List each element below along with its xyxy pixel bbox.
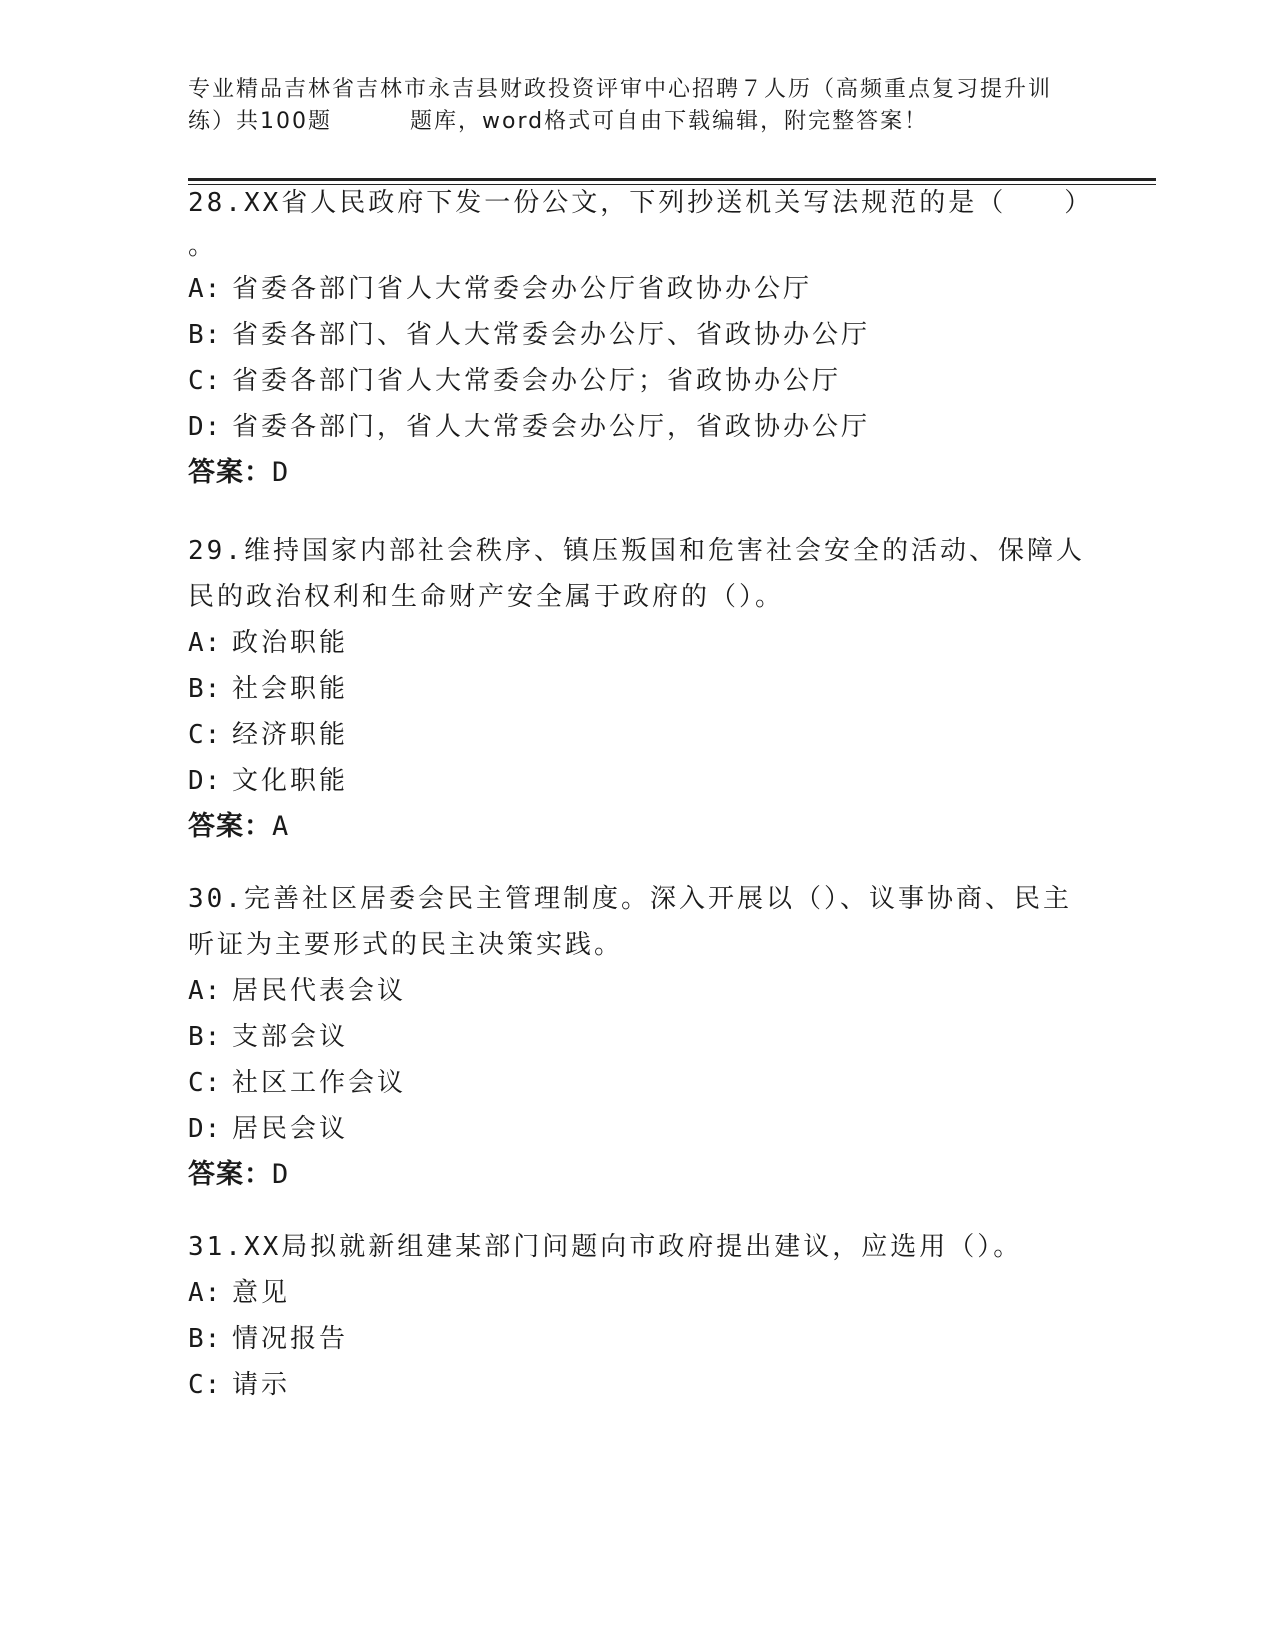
option-c bbox=[188, 1060, 1088, 1106]
option-letter: A: bbox=[188, 274, 222, 304]
option-text: 请示 bbox=[232, 1370, 291, 1400]
option-letter: C: bbox=[188, 1370, 222, 1400]
option-letter: A: bbox=[188, 628, 222, 658]
option-letter: C: bbox=[188, 720, 222, 750]
option-a bbox=[188, 620, 1088, 666]
question-30 bbox=[188, 876, 1088, 1198]
question-stem bbox=[188, 528, 1088, 620]
option-b bbox=[188, 666, 1088, 712]
option-text: 经济职能 bbox=[232, 720, 349, 750]
question-stem-line-2: 。 bbox=[188, 231, 218, 261]
option-text: 文化职能 bbox=[232, 766, 349, 796]
option-letter: C: bbox=[188, 1068, 222, 1098]
answer-value: D bbox=[272, 1159, 290, 1190]
question-stem bbox=[188, 180, 1094, 266]
answer-line bbox=[188, 804, 1088, 850]
option-d bbox=[188, 758, 1088, 804]
question-stem-line-1: 29.维持国家内部社会秩序、镇压叛国和危害社会安全的活动、保障人 bbox=[188, 536, 1085, 566]
header-line-2-part-a: 练）共100题 bbox=[188, 109, 332, 134]
option-text: 省委各部门、省人大常委会办公厅、省政协办公厅 bbox=[232, 320, 871, 350]
answer-value: D bbox=[272, 457, 290, 488]
option-letter: C: bbox=[188, 366, 222, 396]
option-b bbox=[188, 1014, 1088, 1060]
question-stem bbox=[188, 876, 1088, 968]
option-letter: D: bbox=[188, 766, 222, 796]
option-text: 社会职能 bbox=[232, 674, 349, 704]
answer-value: A bbox=[272, 811, 290, 842]
question-stem-line-1: 28.XX省人民政府下发一份公文，下列抄送机关写法规范的是（ ） bbox=[188, 188, 1094, 218]
option-text: 省委各部门省人大常委会办公厅；省政协办公厅 bbox=[232, 366, 842, 396]
question-stem-line-1: 30.完善社区居委会民主管理制度。深入开展以（）、议事协商、民主 bbox=[188, 884, 1072, 914]
option-text: 情况报告 bbox=[232, 1324, 349, 1354]
answer-line bbox=[188, 1152, 1088, 1198]
option-letter: B: bbox=[188, 1022, 222, 1052]
question-31 bbox=[188, 1224, 1088, 1408]
answer-label: 答案： bbox=[188, 457, 272, 488]
option-d bbox=[188, 404, 1088, 450]
question-stem-line-2: 听证为主要形式的民主决策实践。 bbox=[188, 930, 624, 960]
answer-label: 答案： bbox=[188, 1159, 272, 1190]
option-b bbox=[188, 312, 1088, 358]
option-letter: B: bbox=[188, 320, 222, 350]
question-stem-line-1: 31.XX局拟就新组建某部门问题向市政府提出建议，应选用（）。 bbox=[188, 1232, 1023, 1262]
question-28 bbox=[188, 180, 1094, 496]
option-c bbox=[188, 358, 1088, 404]
option-letter: D: bbox=[188, 1114, 222, 1144]
header-line-2-part-b: 题库，word格式可自由下载编辑，附完整答案！ bbox=[410, 109, 929, 134]
document-header bbox=[188, 74, 1088, 138]
option-d bbox=[188, 1106, 1088, 1152]
answer-label: 答案： bbox=[188, 811, 272, 842]
question-stem-line-2: 民的政治权利和生命财产安全属于政府的（）。 bbox=[188, 582, 785, 612]
question-29 bbox=[188, 528, 1088, 850]
option-text: 省委各部门，省人大常委会办公厅，省政协办公厅 bbox=[232, 412, 871, 442]
option-text: 政治职能 bbox=[232, 628, 349, 658]
option-text: 支部会议 bbox=[232, 1022, 349, 1052]
option-letter: B: bbox=[188, 674, 222, 704]
answer-line bbox=[188, 450, 1088, 496]
option-text: 社区工作会议 bbox=[232, 1068, 407, 1098]
option-a bbox=[188, 968, 1088, 1014]
option-letter: A: bbox=[188, 1278, 222, 1308]
option-b bbox=[188, 1316, 1088, 1362]
option-letter: D: bbox=[188, 412, 222, 442]
option-c bbox=[188, 1362, 1088, 1408]
option-text: 居民会议 bbox=[232, 1114, 349, 1144]
option-c bbox=[188, 712, 1088, 758]
header-line-1: 专业精品吉林省吉林市永吉县财政投资评审中心招聘７人历（高频重点复习提升训 bbox=[188, 77, 1053, 102]
option-a bbox=[188, 1270, 1088, 1316]
option-text: 意见 bbox=[232, 1278, 291, 1308]
option-letter: B: bbox=[188, 1324, 222, 1354]
option-text: 居民代表会议 bbox=[232, 976, 407, 1006]
option-a bbox=[188, 266, 1088, 312]
question-stem bbox=[188, 1224, 1088, 1270]
header-line-2 bbox=[188, 106, 1088, 138]
option-letter: A: bbox=[188, 976, 222, 1006]
option-text: 省委各部门省人大常委会办公厅省政协办公厅 bbox=[232, 274, 813, 304]
